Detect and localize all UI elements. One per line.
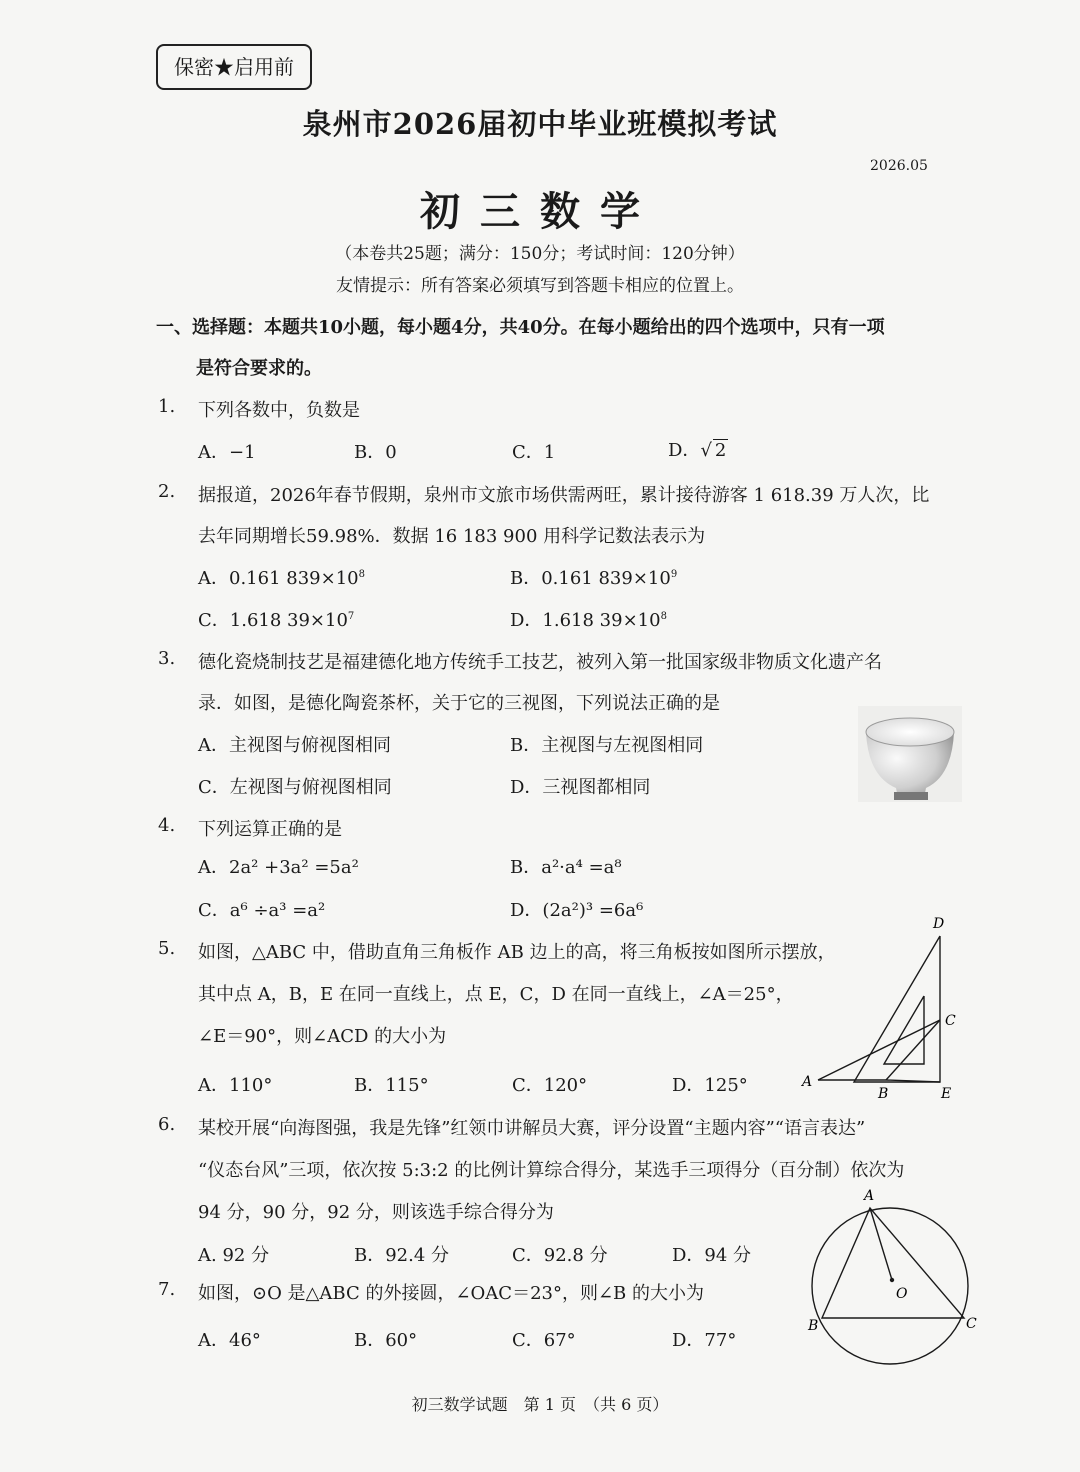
- q7-text: 如图，⊙O 是△ABC 的外接圆，∠OAC＝23°，则∠B 的大小为: [198, 1283, 705, 1304]
- page-footer: 初三数学试题 第 1 页 （共 6 页）: [411, 1395, 669, 1414]
- q7-option-a: A．46°: [198, 1330, 261, 1351]
- q5-label-A: A: [802, 1074, 813, 1090]
- q6-text-line3: 94 分，90 分，92 分，则该选手综合得分为: [198, 1202, 554, 1223]
- q2-option-c-base: C．1.618 39×10: [198, 610, 348, 631]
- q2-option-a-base: A．0.161 839×10: [198, 568, 359, 589]
- q5-triangle-figure: [798, 914, 960, 1102]
- q5-label-B: B: [878, 1086, 889, 1102]
- q7-label-C: C: [966, 1316, 977, 1332]
- q5-text-line3: ∠E＝90°，则∠ACD 的大小为: [198, 1026, 447, 1047]
- confidential-stamp: 保密★启用前: [156, 44, 312, 90]
- q2-option-b: [510, 564, 677, 590]
- segment-AC: [818, 1020, 940, 1080]
- q6-option-b: B．92.4 分: [354, 1245, 450, 1266]
- q7-number: 7.: [158, 1279, 176, 1300]
- section-heading-line2: 是符合要求的。: [196, 358, 322, 379]
- segment-BC: [886, 1020, 940, 1080]
- q5-option-a: A．110°: [198, 1075, 273, 1096]
- q3-option-d: D．三视图都相同: [510, 777, 651, 798]
- q3-option-b: B．主视图与左视图相同: [510, 735, 704, 756]
- q7-circle-figure: [806, 1186, 984, 1370]
- q1-option-a: A．−1: [198, 442, 256, 463]
- q7-option-b: B．60°: [354, 1330, 418, 1351]
- q3-number: 3.: [158, 648, 176, 669]
- q2-option-a-exponent: 8: [358, 569, 365, 580]
- q4-option-a: A．2a² +3a² =5a²: [198, 857, 359, 878]
- q4-number: 4.: [158, 815, 176, 836]
- q2-option-b-base: B．0.161 839×10: [510, 568, 671, 589]
- q5-text-line2: 其中点 A，B，E 在同一直线上，点 E，C，D 在同一直线上，∠A＝25°，: [198, 984, 794, 1005]
- q6-option-d: D．94 分: [672, 1245, 752, 1266]
- q3-text-line1: 德化瓷烧制技艺是福建德化地方传统手工技艺，被列入第一批国家级非物质文化遗产名: [198, 652, 882, 673]
- q2-option-d-exponent: 8: [660, 611, 667, 622]
- q5-option-c: C．120°: [512, 1075, 588, 1096]
- set-square-outer: [854, 936, 940, 1082]
- q7-label-B: B: [808, 1318, 819, 1334]
- segment-OA: [870, 1208, 892, 1280]
- q4-option-d: D．(2a²)³ =6a⁶: [510, 900, 644, 921]
- q1-number: 1.: [158, 396, 176, 417]
- teacup-image: [858, 706, 962, 802]
- set-square-inner: [884, 996, 924, 1064]
- q1-text: 下列各数中，负数是: [198, 400, 360, 421]
- q6-option-c: C．92.8 分: [512, 1245, 608, 1266]
- q6-number: 6.: [158, 1114, 176, 1135]
- exam-date: 2026.05: [870, 158, 928, 174]
- q1-option-b: B．0: [354, 442, 397, 463]
- q6-option-a: A. 92 分: [198, 1245, 270, 1266]
- q5-label-C: C: [945, 1013, 956, 1029]
- q4-option-c: C．a⁶ ÷a³ =a²: [198, 900, 326, 921]
- q5-label-D: D: [933, 916, 945, 932]
- exam-title: 泉州市2026届初中毕业班模拟考试: [302, 107, 778, 141]
- q4-text: 下列运算正确的是: [198, 819, 342, 840]
- section-heading-line1: 一、选择题：本题共10小题，每小题4分，共40分。在每小题给出的四个选项中，只有一项: [156, 317, 885, 338]
- q5-text-line1: 如图，△ABC 中，借助直角三角板作 AB 边上的高，将三角板按如图所示摆放，: [198, 942, 836, 963]
- q2-option-b-exponent: 9: [670, 569, 678, 580]
- q2-option-a: [198, 564, 365, 590]
- q7-label-O: O: [896, 1286, 908, 1302]
- q2-option-c-exponent: 7: [347, 611, 355, 622]
- q2-text-line2: 去年同期增长59.98%．数据 16 183 900 用科学记数法表示为: [198, 526, 706, 547]
- triangle-ABC: [822, 1208, 964, 1318]
- q7-label-A: A: [864, 1188, 875, 1204]
- q7-option-c: C．67°: [512, 1330, 576, 1351]
- q4-option-b: B．a²·a⁴ =a⁸: [510, 857, 622, 878]
- q3-option-a: A．主视图与俯视图相同: [198, 735, 391, 756]
- subject-title: 初三数学: [420, 188, 660, 235]
- q1-option-d-prefix: D．: [668, 440, 701, 461]
- friendly-tip: 友情提示：所有答案必须填写到答题卡相应的位置上。: [336, 276, 744, 296]
- q5-option-d: D．125°: [672, 1075, 748, 1096]
- q7-option-d: D．77°: [672, 1330, 737, 1351]
- q1-option-c: C．1: [512, 442, 556, 463]
- q3-text-line2: 录．如图，是德化陶瓷茶杯，关于它的三视图，下列说法正确的是: [198, 693, 720, 714]
- q5-label-E: E: [941, 1086, 952, 1102]
- q5-number: 5.: [158, 938, 176, 959]
- sqrt-symbol: √: [700, 440, 712, 461]
- q6-text-line1: 某校开展“向海图强，我是先锋”红领巾讲解员大赛，评分设置“主题内容”“语言表达”: [198, 1118, 866, 1139]
- q2-text-line1: 据报道，2026年春节假期，泉州市文旅市场供需两旺，累计接待游客 1 618.39 万人次，比: [198, 485, 930, 506]
- exam-info: （本卷共25题；满分：150分；考试时间：120分钟）: [335, 244, 745, 264]
- q5-option-b: B．115°: [354, 1075, 429, 1096]
- center-point-O: [890, 1278, 894, 1282]
- q2-option-d-base: D．1.618 39×10: [510, 610, 661, 631]
- q1-option-d: [668, 436, 728, 462]
- q2-option-c: [198, 606, 354, 632]
- q2-number: 2.: [158, 481, 176, 502]
- q2-option-d: [510, 606, 667, 632]
- q6-text-line2: “仪态台风”三项，依次按 5:3:2 的比例计算综合得分，某选手三项得分（百分制）依次为: [198, 1160, 905, 1181]
- q1-option-d-radicand: 2: [714, 440, 727, 461]
- q3-option-c: C．左视图与俯视图相同: [198, 777, 392, 798]
